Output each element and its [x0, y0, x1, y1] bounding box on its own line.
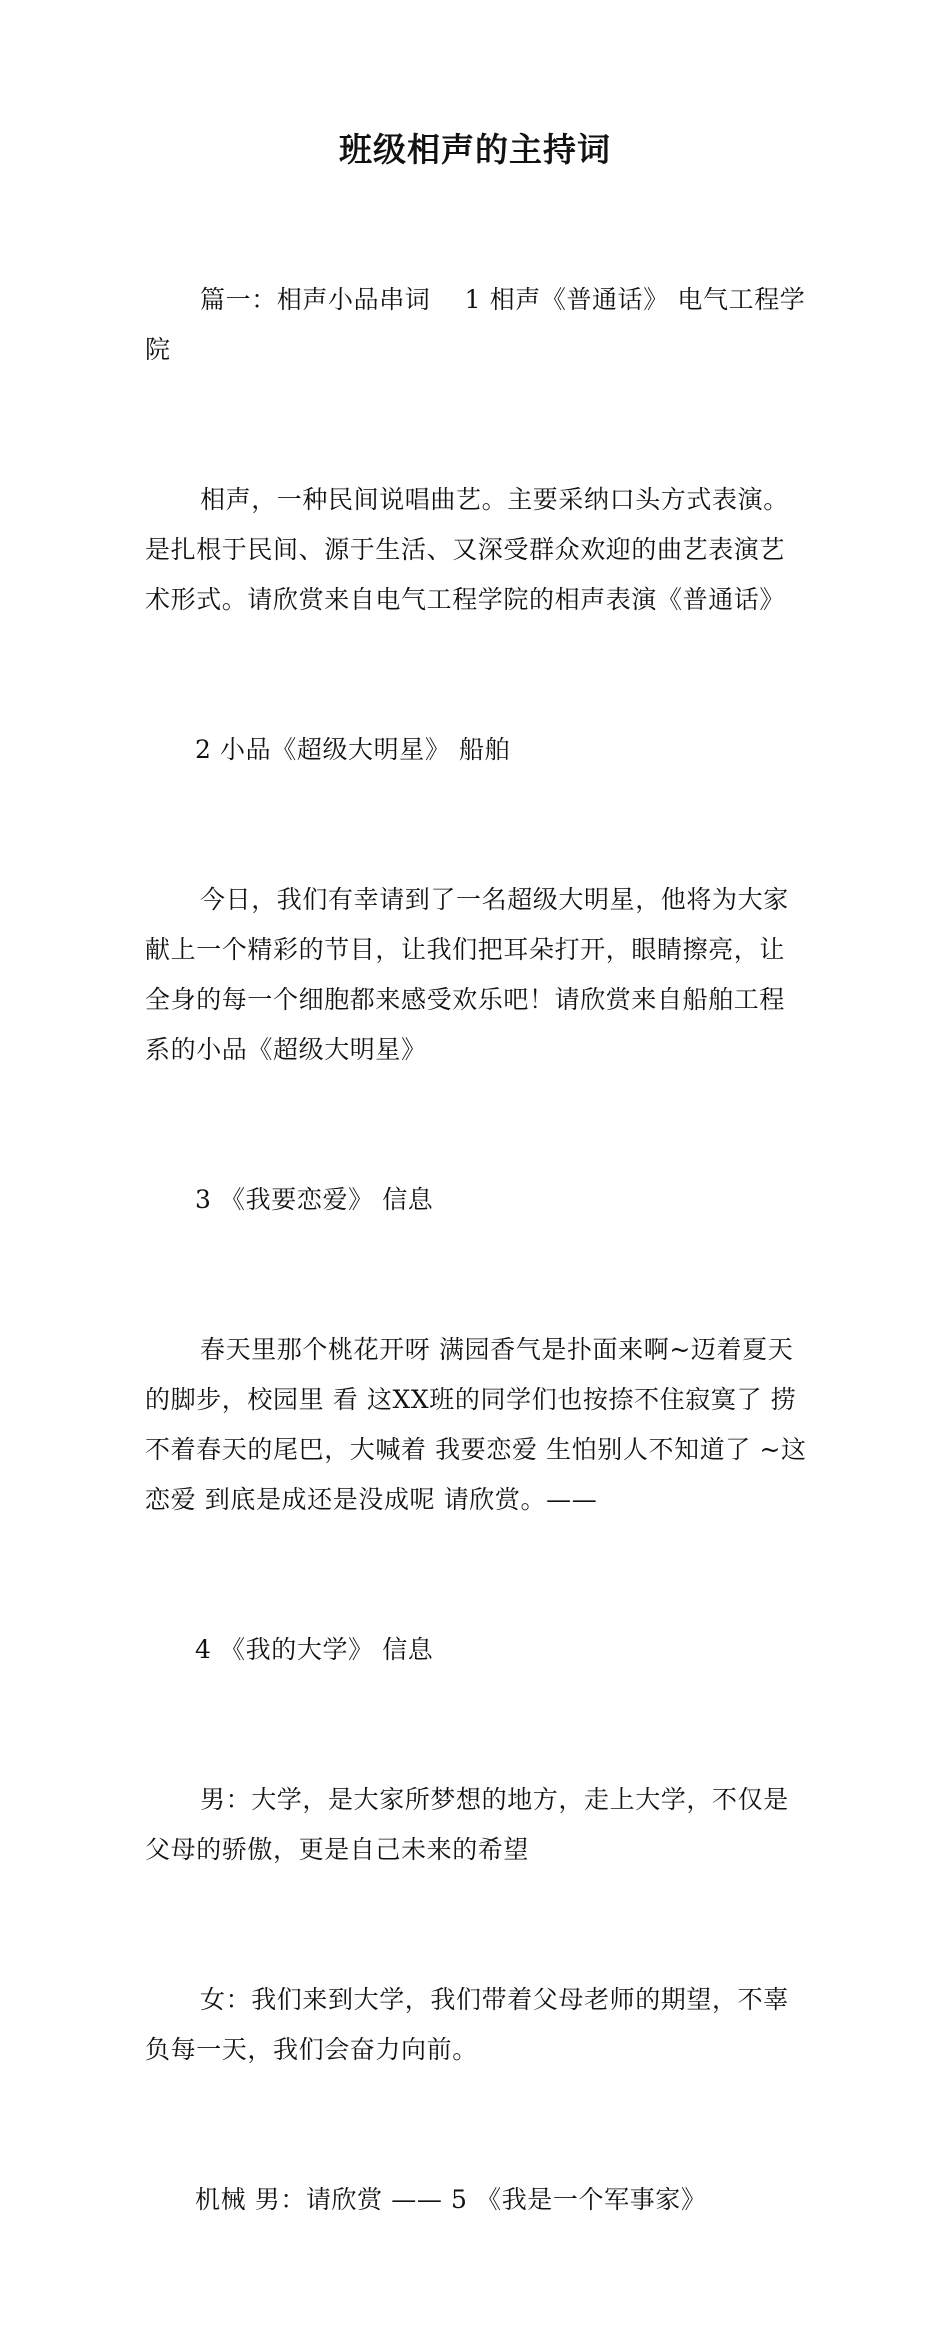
paragraph: 男：大学，是大家所梦想的地方，走上大学，不仅是父母的骄傲，更是自己未来的希望	[145, 1785, 789, 1864]
paragraph: 3 《我要恋爱》 信息	[195, 1185, 434, 1214]
paragraph: 2 小品《超级大明星》 船舶	[195, 735, 511, 764]
paragraph: 篇一：相声小品串词 1 相声《普通话》 电气工程学院	[145, 285, 806, 364]
paragraph: 今日，我们有幸请到了一名超级大明星，他将为大家献上一个精彩的节目，让我们把耳朵打开，眼睛擦亮，让全身的每一个细胞都来感受欢乐吧！请欣赏来自船舶工程系的小品《超级大明星》	[145, 885, 789, 1064]
paragraph: 相声，一种民间说唱曲艺。主要采纳口头方式表演。是扎根于民间、源于生活、又深受群众欢迎的曲艺表演艺术形式。请欣赏来自电气工程学院的相声表演《普通话》	[145, 485, 789, 614]
paragraph: 4 《我的大学》 信息	[195, 1635, 434, 1664]
paragraph: 春天里那个桃花开呀 满园香气是扑面来啊~迈着夏天的脚步，校园里 看 这XX班的同学们也按捺不住寂寞了 捞不着春天的尾巴，大喊着 我要恋爱 生怕别人不知道了 ~这恋爱 到底是成还是没成呢 请欣赏。——	[145, 1335, 807, 1514]
paragraph: 女：我们来到大学，我们带着父母老师的期望，不辜负每一天，我们会奋力向前。	[145, 1985, 789, 2064]
document-body	[145, 175, 807, 2325]
document-title: 班级相声的主持词	[339, 130, 611, 169]
paragraph: 机械 男：请欣赏 —— 5 《我是一个军事家》	[195, 2185, 707, 2214]
